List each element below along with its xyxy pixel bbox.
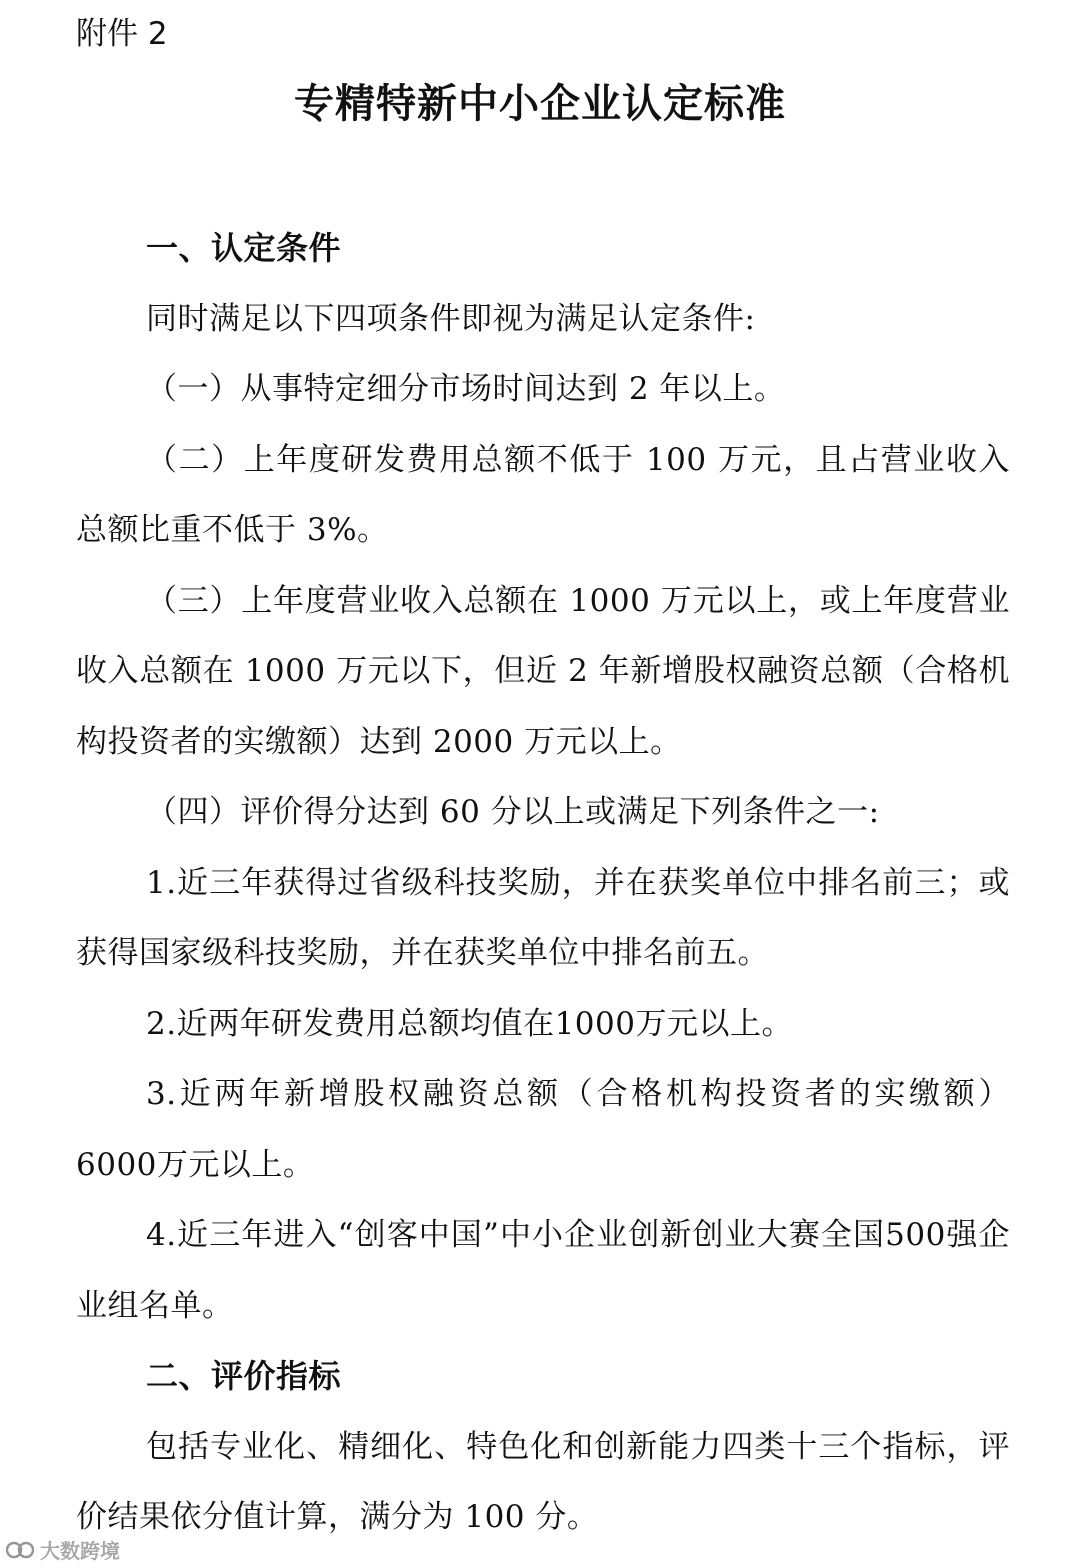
sub-condition-4: 4.近三年进入“创客中国”中小企业创新创业大赛全国500强企业组名单。 xyxy=(76,1217,1010,1324)
section-heading-2: 二、评价指标 xyxy=(146,1357,342,1395)
section-heading-1: 一、认定条件 xyxy=(146,229,342,267)
document-title: 专精特新中小企业认定标准 xyxy=(294,81,786,127)
watermark-text: 大数跨境 xyxy=(40,1539,120,1563)
attachment-label: 附件 2 xyxy=(76,16,168,52)
document-body xyxy=(76,213,1010,1553)
sub-condition-2: 2.近两年研发费用总额均值在1000万元以上。 xyxy=(146,1005,793,1042)
section2-text: 包括专业化、精细化、特色化和创新能力四类十三个指标，评价结果依分值计算，满分为 100 分。 xyxy=(76,1428,1010,1535)
brand-logo-icon xyxy=(6,1539,34,1561)
condition-item-1: （一）从事特定细分市场时间达到 2 年以上。 xyxy=(146,371,786,407)
condition-item-4: （四）评价得分达到 60 分以上或满足下列条件之一: xyxy=(146,794,880,830)
condition-item-2: （二）上年度研发费用总额不低于 100 万元，且占营业收入总额比重不低于 3%。 xyxy=(76,441,1010,548)
watermark xyxy=(6,1535,120,1564)
condition-item-3: （三）上年度营业收入总额在 1000 万元以上，或上年度营业收入总额在 1000 万元以下，但近 2 年新增股权融资总额（合格机构投资者的实缴额）达到 2000 万元以上。 xyxy=(76,582,1010,760)
sub-condition-1: 1.近三年获得过省级科技奖励，并在获奖单位中排名前三；或获得国家级科技奖励，并在获奖单位中排名前五。 xyxy=(76,864,1010,971)
sub-condition-3: 3.近两年新增股权融资总额（合格机构投资者的实缴额）6000万元以上。 xyxy=(76,1076,1010,1183)
section1-intro: 同时满足以下四项条件即视为满足认定条件: xyxy=(146,300,756,337)
